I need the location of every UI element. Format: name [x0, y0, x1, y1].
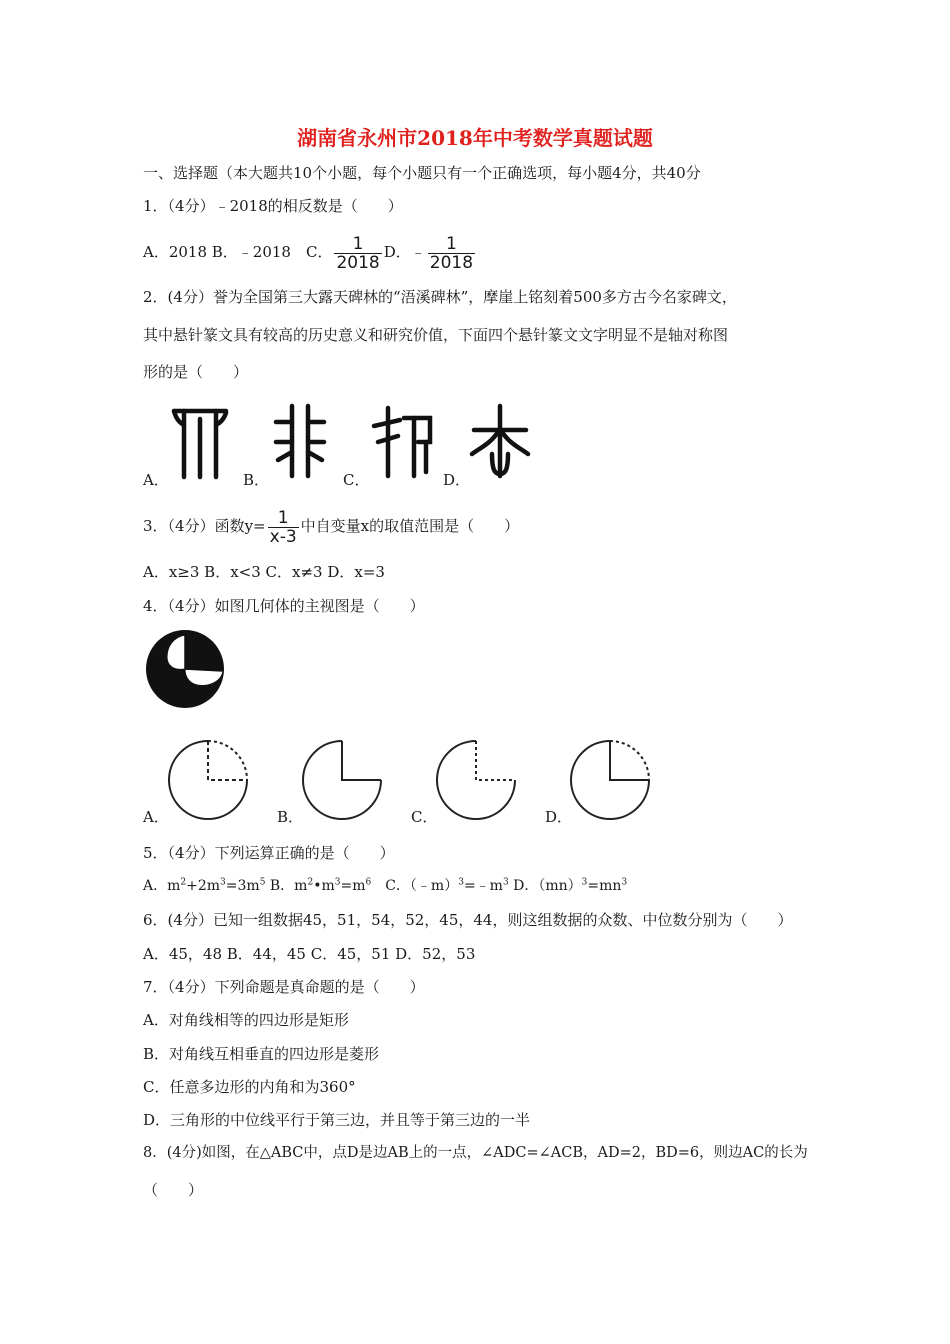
q4-label-c: C．: [411, 808, 438, 826]
section-heading: 一、选择题（本大题共10个小题，每个小题只有一个正确选项，每小题4分，共40分: [143, 164, 701, 182]
q2-label-b: B．: [243, 471, 270, 489]
q5-a-part: +2m: [186, 878, 221, 894]
q4-option-c-figure: [434, 738, 518, 822]
question-7-stem: 7．（4分）下列命题是真命题的是（ ）: [143, 978, 425, 996]
question-5-options: [143, 876, 627, 896]
q5-c-part: C．（﹣m）: [371, 878, 459, 894]
question-7-option-d: D．三角形的中位线平行于第三边，并且等于第三边的一半: [143, 1111, 531, 1129]
q5-a-exp: 5: [259, 877, 266, 888]
question-5-stem: 5．（4分）下列运算正确的是（ ）: [143, 844, 395, 862]
q1-option-c-numerator: 1: [334, 235, 381, 254]
question-7-option-b: B．对角线互相垂直的四边形是菱形: [143, 1045, 380, 1063]
q5-d-exp: 3: [621, 877, 628, 888]
q5-b-part: =m: [340, 878, 366, 894]
question-7-option-c: C．任意多边形的内角和为360°: [143, 1078, 356, 1096]
question-1-options: [143, 232, 477, 272]
q5-c-part: =﹣m: [463, 878, 503, 894]
q3-numerator: 1: [268, 509, 299, 528]
q4-option-d-figure: [568, 738, 652, 822]
q2-label-d: D．: [443, 471, 471, 489]
q5-a-part: =3m: [225, 878, 260, 894]
q5-c-exp: 3: [458, 877, 464, 888]
q3-denominator: x-3: [269, 526, 297, 547]
question-6-stem: 6．(4分）已知一组数据45，51，54，52，45，44，则这组数据的众数、中位数分别为（ ）: [143, 911, 793, 929]
seal-glyph-a: [170, 405, 230, 480]
question-7-option-a: A．对角线相等的四边形是矩形: [143, 1011, 349, 1029]
q5-d-part: =mn: [587, 878, 622, 894]
q2-label-c: C．: [343, 471, 370, 489]
q5-a-exp: 2: [180, 877, 187, 888]
q4-option-b-figure: [300, 738, 384, 822]
question-4-stem: 4．（4分）如图几何体的主视图是（ ）: [143, 597, 425, 615]
question-2-line-2: 其中悬针篆文具有较高的历史意义和研究价值，下面四个悬针篆文文字明显不是轴对称图: [143, 326, 729, 344]
question-1-stem: 1．（4分）﹣2018的相反数是（ ）: [143, 197, 403, 215]
seal-glyph-c: [370, 402, 436, 480]
q4-label-a: A．: [143, 808, 169, 826]
question-3-options: A．x≥3 B．x<3 C．x≠3 D．x=3: [143, 563, 385, 581]
q4-option-a-figure: [166, 738, 250, 822]
q1-option-d-prefix: D．﹣: [383, 243, 426, 261]
q5-a-exp: 3: [220, 877, 226, 888]
q5-b-part: •m: [313, 878, 335, 894]
q4-label-d: D．: [545, 808, 573, 826]
question-2-line-3: 形的是（ ）: [143, 363, 249, 381]
question-6-options: A．45，48 B．44，45 C．45，51 D．52，53: [143, 945, 476, 963]
q5-b-part: B．m: [265, 878, 308, 894]
q3-prefix: 3．（4分）函数y=: [143, 517, 266, 535]
question-2-line-1: 2．(4分）誉为全国第三大露天碑林的“浯溪碑林”，摩崖上铭刻着500多方古今名家碑文，: [143, 288, 737, 306]
q1-option-d-numerator: 1: [428, 235, 475, 254]
question-8-line-2: （ ）: [143, 1181, 204, 1199]
q1-option-c-denominator: 2018: [336, 252, 380, 273]
q5-d-exp: 3: [581, 877, 588, 888]
q5-c-exp: 3: [502, 877, 509, 888]
q5-a-part: A．m: [143, 878, 181, 894]
q1-option-d-fraction: [428, 235, 475, 272]
q1-options-ab: A．2018 B．﹣2018 C．: [143, 243, 333, 261]
q5-b-exp: 3: [334, 877, 341, 888]
q3-suffix: 中自变量x的取值范围是（ ）: [300, 517, 520, 535]
q3-fraction: [268, 509, 299, 546]
q1-option-c-fraction: [334, 235, 381, 272]
question-3-stem: [143, 506, 519, 546]
page-title: 湖南省永州市2018年中考数学真题试题: [297, 126, 653, 150]
seal-glyph-d: [468, 402, 532, 480]
seal-glyph-b: [270, 402, 330, 480]
q4-label-b: B．: [277, 808, 304, 826]
q4-solid-figure: [143, 627, 227, 711]
question-8-line-1: 8．(4分)如图，在△ABC中，点D是边AB上的一点，∠ADC=∠ACB，AD=2，BD=6，则边AC的长为: [143, 1145, 808, 1161]
q5-b-exp: 2: [307, 877, 314, 888]
q2-label-a: A．: [143, 471, 169, 489]
q5-d-part: D．（mn）: [508, 878, 582, 894]
q5-b-exp: 6: [365, 877, 372, 888]
q1-option-d-denominator: 2018: [429, 252, 474, 273]
